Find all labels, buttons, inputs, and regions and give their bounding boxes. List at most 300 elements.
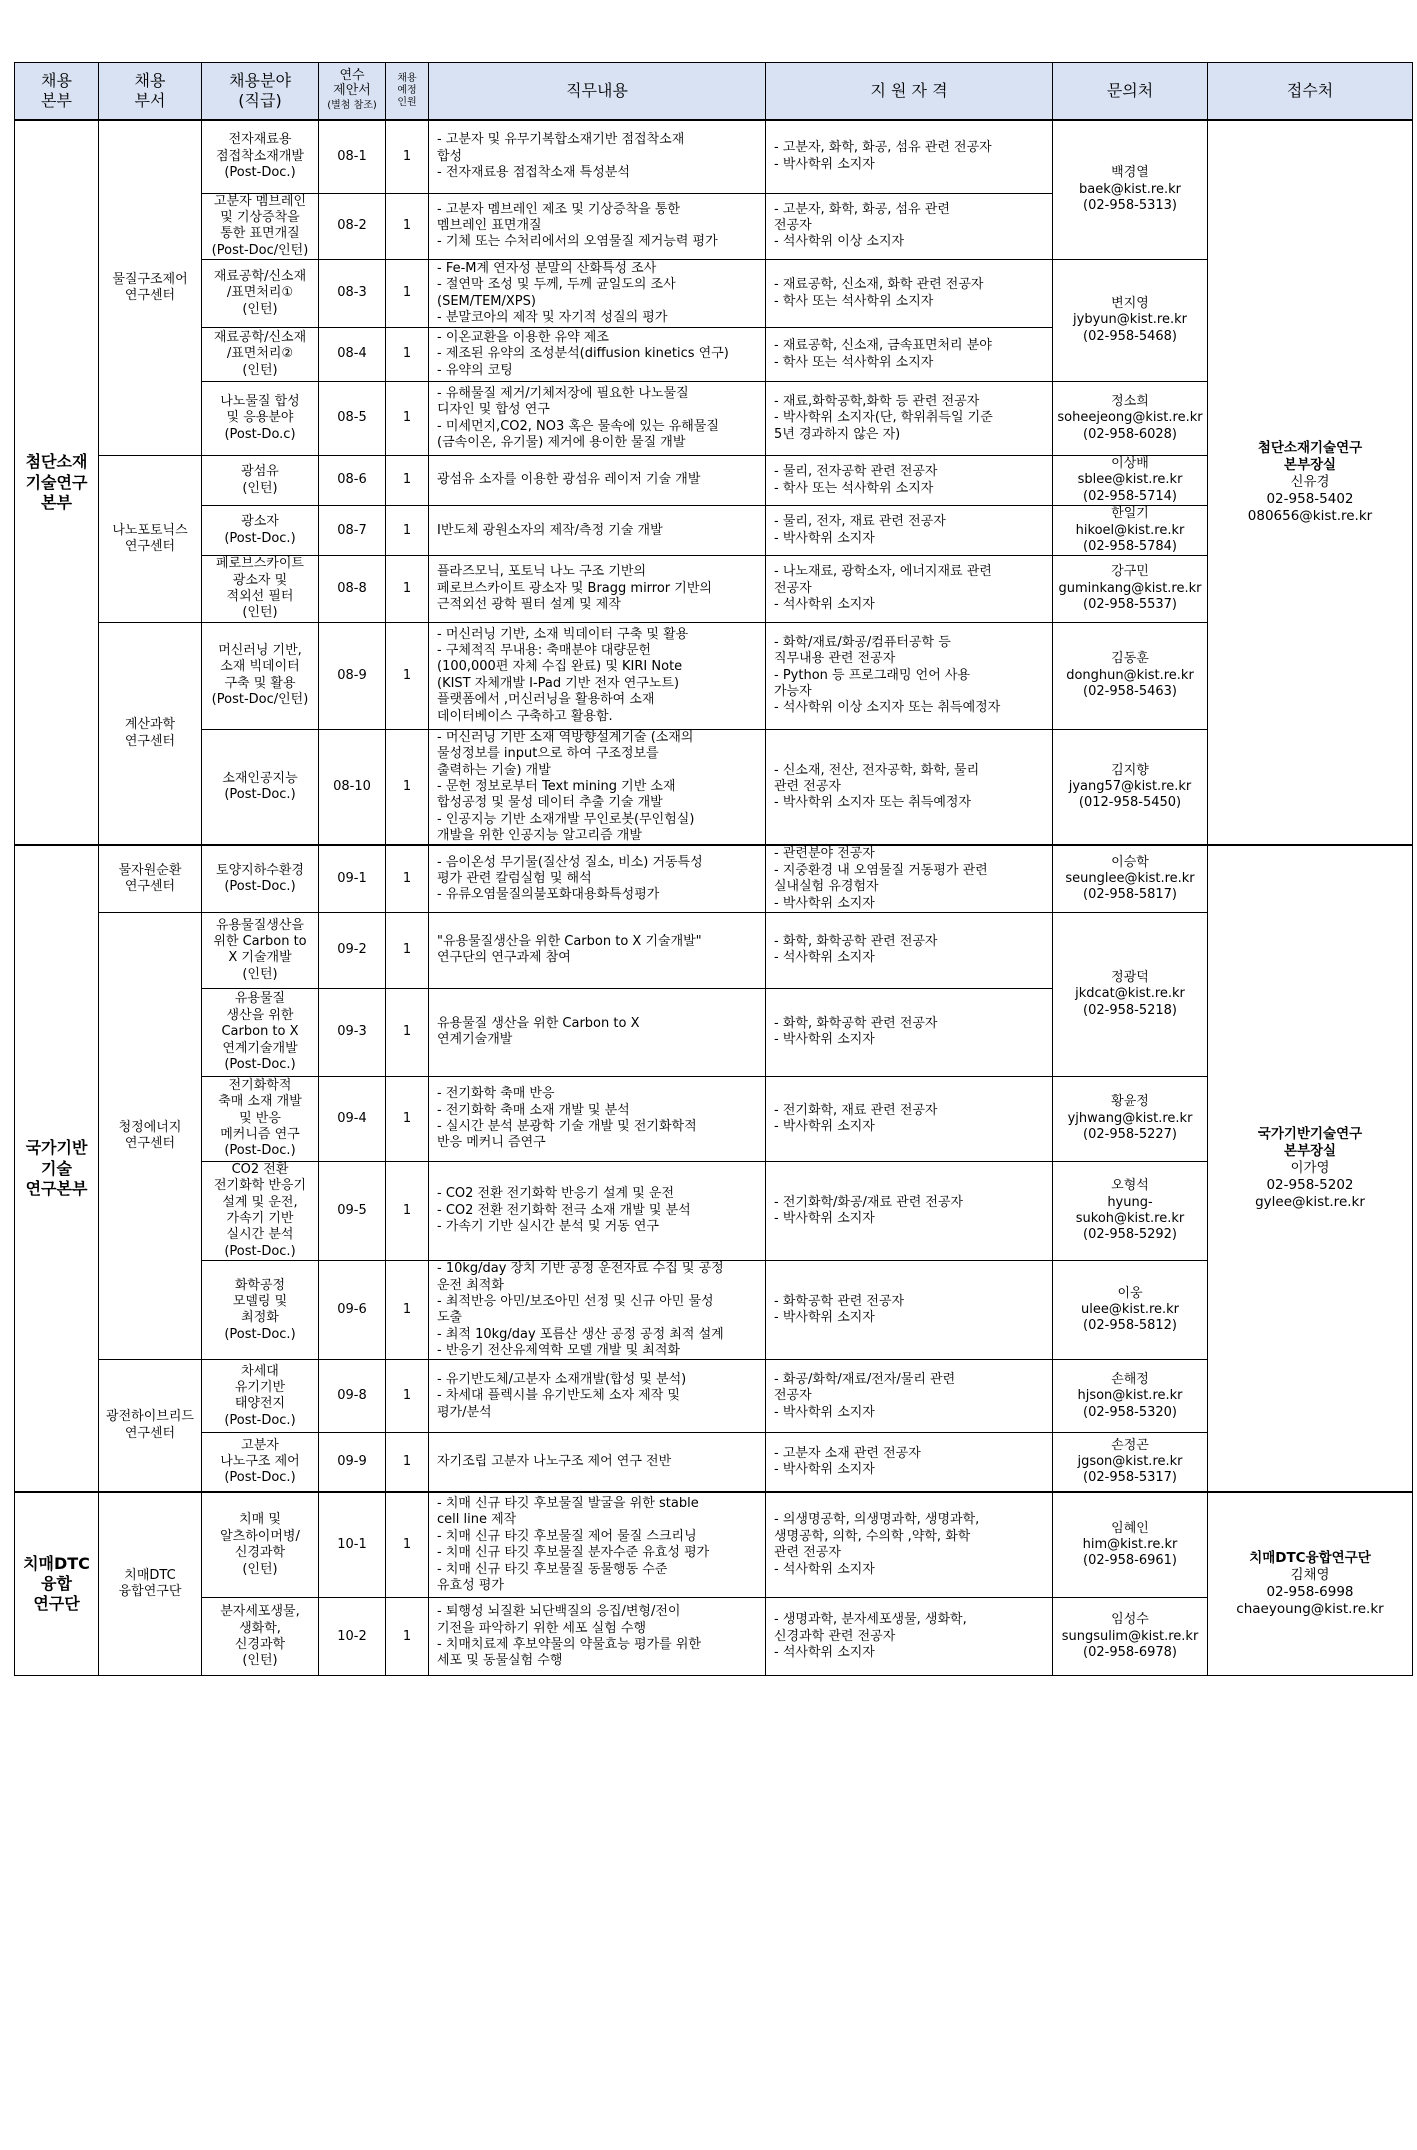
duties-cell <box>429 1360 766 1433</box>
duties-cell <box>429 506 766 556</box>
duties-cell-list <box>437 386 762 452</box>
duties-cell-list <box>437 1261 762 1359</box>
quals-cell-item: - 박사학위 소지자 <box>774 1211 875 1226</box>
duties-cell-list <box>437 1186 762 1235</box>
contact-phone: (02-958-5468) <box>1083 328 1177 344</box>
duties-cell <box>429 1433 766 1492</box>
duties-cell <box>429 1161 766 1260</box>
quals-cell-list <box>774 1612 1049 1661</box>
header-quals: 지 원 자 격 <box>766 63 1053 121</box>
quals-cell-item: - 지중환경 내 오염물질 거동평가 관련 실내실험 유경험자 <box>774 862 988 895</box>
duties-cell-item: - 고분자 멤브레인 제조 및 기상증착을 통한 멤브레인 표면개질 <box>437 201 680 234</box>
duties-cell-item: - 퇴행성 뇌질환 뇌단백질의 응집/변형/전이 기전을 파악하기 위한 세포 실험 수행 <box>437 1604 681 1636</box>
quals-cell-item: - 박사학위 소지자 <box>774 1462 875 1478</box>
contact-email: soheejeong@kist.re.kr <box>1057 410 1203 426</box>
quals-cell-list <box>774 1103 1049 1136</box>
duties-cell-item: - 차세대 플렉시블 유기반도체 소자 제작 및 평가/분석 <box>437 1388 680 1420</box>
duties-cell-list <box>437 472 762 488</box>
duties-cell-item: - 치매치료제 후보약물의 약물효능 평가를 위한 세포 및 동물실험 수행 <box>437 1636 701 1669</box>
contact-phone: (02-958-5537) <box>1083 597 1177 613</box>
field-cell: 재료공학/신소재 /표면처리② (인턴) <box>202 328 319 382</box>
duties-cell <box>429 382 766 456</box>
proposal-code: 08-3 <box>319 260 386 328</box>
hire-count: 1 <box>386 260 429 328</box>
duties-cell-item: - 치매 신규 타깃 후보물질 분자수준 유효성 평가 <box>437 1545 710 1561</box>
duties-cell-item: - 유해물질 제거/기체저장에 필요한 나노물질 디자인 및 합성 연구 <box>437 385 689 418</box>
contact-phone: (02-958-5817) <box>1083 887 1177 903</box>
contact-cell <box>1053 506 1208 556</box>
contact-phone: (02-958-5218) <box>1083 1002 1177 1018</box>
quals-cell <box>766 556 1053 623</box>
receipt-cell <box>1208 1492 1413 1676</box>
contact-cell <box>1053 556 1208 623</box>
duties-cell-list <box>437 202 762 251</box>
duties-cell <box>429 845 766 912</box>
hire-count: 1 <box>386 556 429 623</box>
quals-cell-item: - 석사학위 소지자 <box>774 1561 875 1577</box>
hire-count: 1 <box>386 1433 429 1492</box>
table-row <box>15 729 1413 845</box>
hire-count: 1 <box>386 729 429 845</box>
proposal-code: 08-2 <box>319 193 386 260</box>
quals-cell-item: - 박사학위 소지자 <box>774 895 875 911</box>
quals-cell <box>766 1598 1053 1676</box>
contact-email: yjhwang@kist.re.kr <box>1067 1110 1193 1126</box>
duties-cell-list <box>437 132 762 181</box>
duties-cell-item: 자기조립 고분자 나노구조 제어 연구 전반 <box>437 1453 672 1469</box>
quals-cell-item: - 고분자 소재 관련 전공자 <box>774 1445 921 1461</box>
duties-cell-list <box>437 1086 762 1152</box>
header-contact: 문의처 <box>1053 63 1208 121</box>
header-receipt: 접수처 <box>1208 63 1413 121</box>
contact-name: 변지영 <box>1111 295 1149 311</box>
quals-cell-list <box>774 846 1049 912</box>
proposal-code: 08-10 <box>319 729 386 845</box>
quals-cell-item: - 석사학위 이상 소지자 또는 취득예정자 <box>774 700 1001 716</box>
duties-cell-list <box>437 523 762 539</box>
field-cell: 소재인공지능 (Post-Doc.) <box>202 729 319 845</box>
quals-cell-item: - 화공/화학/재료/전자/물리 관련 전공자 <box>774 1371 956 1404</box>
contact-name: 한일기 <box>1111 506 1149 522</box>
duties-cell-item: - 최적반응 아민/보조아민 선정 및 신규 아민 물성 도출 <box>437 1293 714 1326</box>
contact-cell <box>1053 456 1208 506</box>
quals-cell-list <box>774 1512 1049 1578</box>
field-cell: 고분자 멤브레인 및 기상증착을 통한 표면개질 (Post-Doc/인턴) <box>202 193 319 260</box>
quals-cell-item: - 재료공학, 신소재, 화학 관련 전공자 <box>774 277 984 293</box>
duties-cell <box>429 120 766 193</box>
duties-cell-item: - 실시간 분석 분광학 기술 개발 및 전기화학적 반응 메커니 즘연구 <box>437 1118 697 1151</box>
hire-count: 1 <box>386 506 429 556</box>
contact-name: 김동훈 <box>1111 651 1149 667</box>
duties-cell-list <box>437 564 762 613</box>
quals-cell <box>766 912 1053 988</box>
duties-cell-item: - Fe-M계 연자성 분말의 산화특성 조사 <box>437 260 657 276</box>
dept-cell: 치매DTC 융합연구단 <box>99 1492 202 1676</box>
contact-phone: (02-958-5317) <box>1083 1470 1177 1486</box>
duties-cell-item: - CO2 전환 전기화학 반응기 설계 및 운전 <box>437 1186 675 1202</box>
quals-cell-item: - 박사학위 소지자(단, 학위취득일 기준 5년 경과하지 않은 자) <box>774 410 993 442</box>
field-cell: 치매 및 알츠하이머병/ 신경과학 (인턴) <box>202 1492 319 1598</box>
duties-cell <box>429 556 766 623</box>
recruitment-table-wrapper <box>14 62 1412 1676</box>
quals-cell-item: - 고분자, 화학, 화공, 섬유 관련 전공자 <box>774 201 950 234</box>
duties-cell-item: 유용물질 생산을 위한 Carbon to X 연계기술개발 <box>437 1016 640 1048</box>
hire-count: 1 <box>386 1360 429 1433</box>
table-row <box>15 456 1413 506</box>
quals-cell-list <box>774 277 1049 310</box>
contact-name: 임혜인 <box>1111 1520 1149 1536</box>
contact-phone: (02-958-6028) <box>1083 426 1177 442</box>
quals-cell <box>766 1161 1053 1260</box>
table-row <box>15 622 1413 729</box>
contact-name: 백경열 <box>1111 165 1149 181</box>
receipt-title: 첨단소재기술연구 본부장실 <box>1257 440 1363 474</box>
header-duties: 직무내용 <box>429 63 766 121</box>
quals-cell <box>766 260 1053 328</box>
duties-cell-list <box>437 261 762 327</box>
quals-cell-item: - 석사학위 소지자 <box>774 1645 875 1661</box>
contact-email: jkdcat@kist.re.kr <box>1075 986 1185 1002</box>
receipt-phone: 02-958-5402 <box>1266 491 1354 508</box>
contact-name: 강구민 <box>1111 564 1149 580</box>
receipt-email: chaeyoung@kist.re.kr <box>1236 1601 1384 1618</box>
quals-cell-item: - 신소재, 전산, 전자공학, 화학, 물리 관련 전공자 <box>774 762 980 794</box>
quals-cell-item: - 박사학위 소지자 <box>774 1404 875 1420</box>
contact-email: sblee@kist.re.kr <box>1077 472 1183 488</box>
contact-email: guminkang@kist.re.kr <box>1058 580 1202 596</box>
header-field: 채용분야 (직급) <box>202 63 319 121</box>
duties-cell-item: - 구체적직 무내용: 축매분야 대량문헌 (100,000편 자체 수집 완료) 및 KIRI Note (KIST 자체개발 I-Pad 기반 전자 연구노트) 플랫폼에서 ,머신러닝을 활용하여 소재 데이터베이스 구축하고 활용함. <box>437 643 683 724</box>
contact-cell <box>1053 260 1208 382</box>
contact-phone: (02-958-5463) <box>1083 683 1177 699</box>
hire-count: 1 <box>386 988 429 1076</box>
duties-cell-item: - 기체 또는 수처리에서의 오염물질 제거능력 평가 <box>437 234 718 250</box>
duties-cell-item: - 이온교환을 이용한 유약 제조 <box>437 329 609 345</box>
quals-cell-item: - Python 등 프로그래밍 언어 사용 가능자 <box>774 667 970 699</box>
contact-cell <box>1053 729 1208 845</box>
duties-cell <box>429 1261 766 1360</box>
dept-cell: 광전하이브리드 연구센터 <box>99 1360 202 1492</box>
quals-cell-item: - 학사 또는 석사학위 소지자 <box>774 480 934 496</box>
quals-cell-item: - 관련분야 전공자 <box>774 846 875 862</box>
header-hq: 채용 본부 <box>15 63 99 121</box>
field-cell: 유용물질생산을 위한 Carbon to X 기술개발 (인턴) <box>202 912 319 988</box>
duties-cell-list <box>437 1454 762 1470</box>
quals-cell-item: - 화학/재료/화공/컴퓨터공학 등 직무내용 관련 전공자 <box>774 634 951 667</box>
duties-cell-item: "유용물질생산을 위한 Carbon to X 기술개발" 연구단의 연구과제 참여 <box>437 934 702 966</box>
table-row <box>15 556 1413 623</box>
contact-name: 임성수 <box>1111 1612 1149 1628</box>
table-row <box>15 1598 1413 1676</box>
contact-cell <box>1053 1598 1208 1676</box>
duties-cell-item: - 머신러닝 기반 소재 역방향설계기술 (소재의 물성정보를 input으로 하여 구조정보를 출력하는 기술) 개발 <box>437 729 694 778</box>
quals-cell-item: - 의생명공학, 의생명과학, 생명과학, 생명공학, 의학, 수의학 ,약학, 화학 관련 전공자 <box>774 1512 980 1561</box>
proposal-code: 09-4 <box>319 1076 386 1161</box>
hire-count: 1 <box>386 912 429 988</box>
field-cell: 페로브스카이트 광소자 및 적외선 필터 (인턴) <box>202 556 319 623</box>
proposal-code: 08-7 <box>319 506 386 556</box>
duties-cell-item: - 최적 10kg/day 포름산 생산 공정 공정 최적 설계 <box>437 1326 724 1342</box>
contact-name: 정소희 <box>1111 393 1149 409</box>
receipt-email: 080656@kist.re.kr <box>1247 508 1373 525</box>
contact-email: hjson@kist.re.kr <box>1077 1388 1183 1404</box>
header-proposal <box>319 63 386 121</box>
table-row <box>15 1161 1413 1260</box>
receipt-cell <box>1208 120 1413 845</box>
hire-count: 1 <box>386 382 429 456</box>
hire-count: 1 <box>386 1161 429 1260</box>
header-proposal-note: (별첨 참조) <box>327 100 377 112</box>
duties-cell <box>429 193 766 260</box>
duties-cell-list <box>437 627 762 725</box>
quals-cell-item: - 물리, 전자공학 관련 전공자 <box>774 464 938 480</box>
quals-cell-list <box>774 763 1049 812</box>
quals-cell-item: - 나노재료, 광학소자, 에너지재료 관련 전공자 <box>774 564 992 596</box>
dept-cell: 계산과학 연구센터 <box>99 622 202 845</box>
duties-cell-item: - 미세먼지,CO2, NO3 혹은 물속에 있는 유해물질 (금속이온, 유기물) 제거에 용이한 물질 개발 <box>437 418 719 450</box>
contact-phone: (02-958-5812) <box>1083 1318 1177 1334</box>
proposal-code: 10-1 <box>319 1492 386 1598</box>
receipt-title: 치매DTC융합연구단 <box>1249 1550 1371 1567</box>
quals-cell <box>766 1360 1053 1433</box>
hire-count: 1 <box>386 328 429 382</box>
proposal-code: 10-2 <box>319 1598 386 1676</box>
quals-cell-item: - 박사학위 소지자 <box>774 530 875 546</box>
duties-cell-item: - 유약의 코팅 <box>437 362 513 378</box>
contact-cell <box>1053 845 1208 912</box>
contact-phone: (02-958-5784) <box>1083 538 1177 554</box>
contact-cell <box>1053 622 1208 729</box>
duties-cell-list <box>437 730 762 845</box>
contact-cell <box>1053 1360 1208 1433</box>
duties-cell-item: - 머신러닝 기반, 소재 빅데이터 구축 및 활용 <box>437 626 689 642</box>
duties-cell-item: - 고분자 및 유무기복합소재기반 점접착소재 합성 <box>437 132 685 164</box>
field-cell: 유용물질 생산을 위한 Carbon to X 연계기술개발 (Post-Doc.) <box>202 988 319 1076</box>
quals-cell <box>766 1261 1053 1360</box>
duties-cell-item: - 치매 신규 타깃 후보물질 제어 물질 스크리닝 <box>437 1528 697 1544</box>
quals-cell <box>766 622 1053 729</box>
quals-cell-list <box>774 514 1049 547</box>
quals-cell-item: - 박사학위 소지자 <box>774 1032 875 1048</box>
quals-cell-list <box>774 464 1049 497</box>
quals-cell-list <box>774 202 1049 251</box>
header-proposal-label: 연수 제안서 <box>333 67 371 98</box>
field-cell: 머신러닝 기반, 소재 빅데이터 구축 및 활용 (Post-Doc/인턴) <box>202 622 319 729</box>
quals-cell-item: - 화학, 화학공학 관련 전공자 <box>774 934 938 949</box>
duties-cell-item: 플라즈모닉, 포토닉 나노 구조 기반의 페로브스카이트 광소자 및 Bragg mirror 기반의 근적외선 광학 필터 설계 및 제작 <box>437 564 712 613</box>
hire-count: 1 <box>386 622 429 729</box>
contact-email: donghun@kist.re.kr <box>1066 667 1194 683</box>
quals-cell-list <box>774 934 1049 967</box>
duties-cell <box>429 622 766 729</box>
receipt-phone: 02-958-5202 <box>1266 1177 1354 1194</box>
hire-count: 1 <box>386 1492 429 1598</box>
hire-count: 1 <box>386 120 429 193</box>
contact-phone: (02-958-5227) <box>1083 1127 1177 1143</box>
contact-cell <box>1053 1433 1208 1492</box>
duties-cell-item: - 전기화학 축매 소재 개발 및 분석 <box>437 1102 630 1118</box>
contact-phone: (02-958-5313) <box>1083 198 1177 214</box>
contact-cell <box>1053 1076 1208 1161</box>
field-cell: 전기화학적 축매 소재 개발 및 반응 메커니즘 연구 (Post-Doc.) <box>202 1076 319 1161</box>
contact-phone: (02-958-6978) <box>1083 1645 1177 1661</box>
duties-cell-item: - 치매 신규 타깃 후보물질 동물행동 수준 유효성 평가 <box>437 1561 668 1593</box>
quals-cell-item: - 화학, 화학공학 관련 전공자 <box>774 1016 938 1031</box>
contact-email: baek@kist.re.kr <box>1079 181 1181 197</box>
table-row <box>15 1261 1413 1360</box>
quals-cell-item: - 박사학위 소지자 또는 취득예정자 <box>774 795 972 811</box>
quals-cell-item: - 재료공학, 신소재, 금속표면처리 분야 <box>774 338 992 354</box>
duties-cell-item: - CO2 전환 전기화학 전극 소재 개발 및 분석 <box>437 1202 691 1218</box>
hire-count: 1 <box>386 1598 429 1676</box>
quals-cell <box>766 328 1053 382</box>
contact-name: 이상배 <box>1111 456 1149 471</box>
duties-cell-list <box>437 1496 762 1594</box>
field-cell: 분자세포생물, 생화학, 신경과학 (인턴) <box>202 1598 319 1676</box>
contact-cell <box>1053 382 1208 456</box>
duties-cell-item: - 가속기 기반 실시간 분석 및 거동 연구 <box>437 1219 659 1235</box>
duties-cell <box>429 260 766 328</box>
receipt-name: 신유경 <box>1290 474 1330 491</box>
receipt-email: gylee@kist.re.kr <box>1255 1194 1365 1211</box>
duties-cell-item: - 10kg/day 장치 기반 공정 운전자료 수집 및 공정 운전 최적화 <box>437 1261 724 1293</box>
contact-cell <box>1053 1161 1208 1260</box>
duties-cell <box>429 1076 766 1161</box>
proposal-code: 09-8 <box>319 1360 386 1433</box>
hq-cell: 치매DTC 융합 연구단 <box>15 1492 99 1676</box>
quals-cell-item: - 박사학위 소지자 <box>774 156 875 172</box>
contact-phone: (02-958-6961) <box>1083 1553 1177 1569</box>
quals-cell-item: - 박사학위 소지자 <box>774 1118 875 1134</box>
table-row <box>15 506 1413 556</box>
field-cell: 나노물질 합성 및 응용분야 (Post-Do.c) <box>202 382 319 456</box>
dept-cell: 물질구조제어 연구센터 <box>99 120 202 456</box>
duties-cell-item: - 반응기 전산유제역학 모델 개발 및 최적화 <box>437 1343 680 1358</box>
field-cell: 광소자 (Post-Doc.) <box>202 506 319 556</box>
quals-cell-item: - 고분자, 화학, 화공, 섬유 관련 전공자 <box>774 140 992 156</box>
contact-cell <box>1053 1492 1208 1598</box>
proposal-code: 08-5 <box>319 382 386 456</box>
contact-name: 황윤정 <box>1111 1094 1149 1110</box>
duties-cell <box>429 988 766 1076</box>
table-row <box>15 260 1413 328</box>
table-row <box>15 1076 1413 1161</box>
quals-cell <box>766 729 1053 845</box>
contact-email: hyung-sukoh@kist.re.kr <box>1075 1194 1185 1226</box>
quals-cell-item: - 학사 또는 석사학위 소지자 <box>774 354 934 370</box>
duties-cell-list <box>437 1372 762 1421</box>
contact-email: him@kist.re.kr <box>1082 1536 1178 1552</box>
duties-cell-list <box>437 934 762 967</box>
duties-cell <box>429 1492 766 1598</box>
field-cell: 고분자 나노구조 제어 (Post-Doc.) <box>202 1433 319 1492</box>
contact-name: 손해정 <box>1111 1371 1149 1387</box>
quals-cell-item: - 학사 또는 석사학위 소지자 <box>774 293 934 309</box>
duties-cell-list <box>437 1604 762 1670</box>
table-row <box>15 845 1413 912</box>
table-row <box>15 912 1413 988</box>
hire-count: 1 <box>386 1076 429 1161</box>
quals-cell <box>766 506 1053 556</box>
quals-cell-list <box>774 1294 1049 1327</box>
proposal-code: 09-9 <box>319 1433 386 1492</box>
contact-phone: (02-958-5292) <box>1083 1227 1177 1243</box>
field-cell: CO2 전환 전기화학 반응기 설계 및 운전, 가속기 기반 실시간 분석 (Post-Doc.) <box>202 1161 319 1260</box>
contact-phone: (012-958-5450) <box>1078 795 1182 811</box>
quals-cell-item: - 재료,화학공학,화학 등 관련 전공자 <box>774 393 980 409</box>
receipt-phone: 02-958-6998 <box>1266 1584 1354 1601</box>
contact-phone: (02-958-5320) <box>1083 1404 1177 1420</box>
proposal-code: 09-2 <box>319 912 386 988</box>
duties-cell-list <box>437 1016 762 1049</box>
proposal-code: 08-9 <box>319 622 386 729</box>
duties-cell-item: - 음이온성 무기물(질산성 질소, 비소) 거동특성 평가 관련 칼럼실험 및 해석 <box>437 854 703 886</box>
contact-cell <box>1053 120 1208 260</box>
quals-cell <box>766 1433 1053 1492</box>
hq-cell: 국가기반 기술 연구본부 <box>15 845 99 1492</box>
hire-count: 1 <box>386 1261 429 1360</box>
table-row <box>15 1433 1413 1492</box>
quals-cell-list <box>774 1016 1049 1049</box>
field-cell: 화학공정 모델링 및 최정화 (Post-Doc.) <box>202 1261 319 1360</box>
contact-email: jgson@kist.re.kr <box>1077 1453 1183 1469</box>
proposal-code: 08-8 <box>319 556 386 623</box>
quals-cell <box>766 456 1053 506</box>
hire-count: 1 <box>386 845 429 912</box>
proposal-code: 08-6 <box>319 456 386 506</box>
receipt-title: 국가기반기술연구 본부장실 <box>1257 1126 1363 1160</box>
table-body <box>15 120 1413 1676</box>
contact-phone: (02-958-5714) <box>1083 488 1177 504</box>
table-row <box>15 120 1413 193</box>
quals-cell <box>766 988 1053 1076</box>
quals-cell <box>766 1492 1053 1598</box>
duties-cell <box>429 912 766 988</box>
quals-cell-item: - 화학공학 관련 전공자 <box>774 1293 905 1309</box>
duties-cell-item: - 분말코아의 제작 및 자기적 성질의 평가 <box>437 309 668 325</box>
quals-cell-list <box>774 394 1049 443</box>
quals-cell-item: - 박사학위 소지자 <box>774 1310 875 1326</box>
duties-cell <box>429 456 766 506</box>
duties-cell-item: I반도체 광원소자의 제작/측정 기술 개발 <box>437 522 663 538</box>
dept-cell: 청정에너지 연구센터 <box>99 912 202 1360</box>
contact-name: 오형석 <box>1111 1178 1149 1194</box>
quals-cell-list <box>774 564 1049 613</box>
quals-cell-list <box>774 338 1049 371</box>
contact-name: 손정곤 <box>1111 1437 1149 1453</box>
quals-cell-list <box>774 635 1049 717</box>
duties-cell <box>429 328 766 382</box>
quals-cell-item: - 전기화학/화공/재료 관련 전공자 <box>774 1194 964 1210</box>
contact-email: hikoel@kist.re.kr <box>1075 522 1185 538</box>
quals-cell-list <box>774 1446 1049 1479</box>
quals-cell <box>766 120 1053 193</box>
dept-cell: 물자원순환 연구센터 <box>99 845 202 912</box>
duties-cell-item: 광섬유 소자를 이용한 광섬유 레이저 기술 개발 <box>437 472 701 488</box>
quals-cell-item: - 석사학위 이상 소지자 <box>774 234 905 250</box>
contact-email: jybyun@kist.re.kr <box>1073 312 1187 328</box>
field-cell: 전자재료용 점접착소재개발 (Post-Doc.) <box>202 120 319 193</box>
quals-cell <box>766 1076 1053 1161</box>
duties-cell-item: - 전기화학 축매 반응 <box>437 1086 555 1102</box>
proposal-code: 09-6 <box>319 1261 386 1360</box>
duties-cell-item: - 제조된 유약의 조성분석(diffusion kinetics 연구) <box>437 346 729 362</box>
hire-count: 1 <box>386 456 429 506</box>
quals-cell-item: - 석사학위 소지자 <box>774 597 875 613</box>
proposal-code: 09-3 <box>319 988 386 1076</box>
dept-cell: 나노포토닉스 연구센터 <box>99 456 202 623</box>
duties-cell-item: - 인공지능 기반 소재개발 무인로봇(무인험실) 개발을 위한 인공지능 알고리즘 개발 <box>437 811 695 843</box>
